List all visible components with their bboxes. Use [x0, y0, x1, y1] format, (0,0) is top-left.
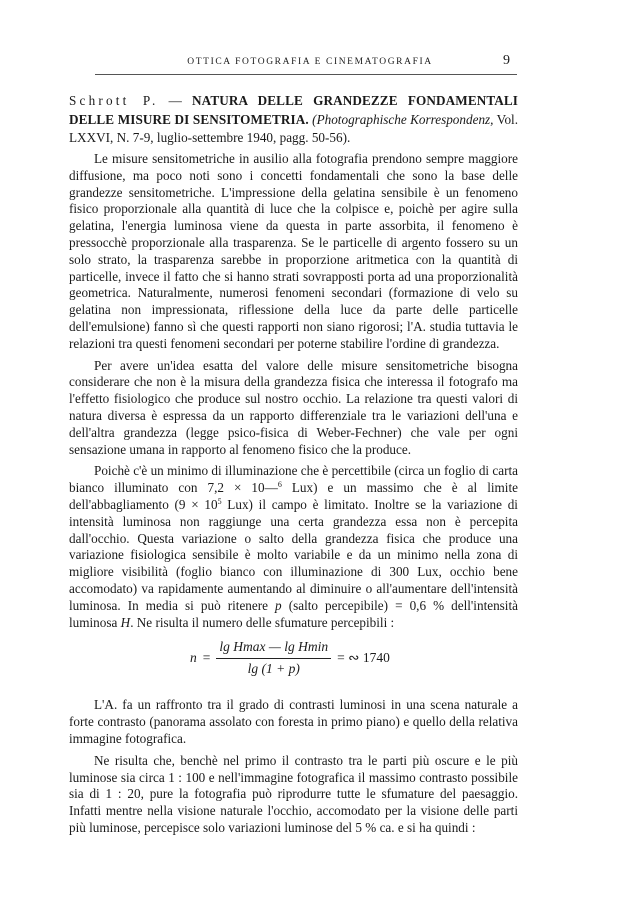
paragraph-5: Ne risulta che, benchè nel primo il contrasto tra le parti più oscure e le più luminose sia circa 1 : 100 e nell'immagine fotografica il massimo contrasto possibile sia di 1 : 20, pure la fotografia può riprodurre tutte le sfumature del paesaggio. Infatti mentre nella visione naturale l'occhio, accomodato per la visione delle parti più luminose, percepisce solo variazioni luminose del 5 % ca. e si ha quindi :: [69, 752, 518, 835]
header-rule: [95, 74, 517, 75]
article-heading: [69, 92, 518, 148]
equation-lhs: n: [190, 650, 197, 666]
paragraph-3: Poichè c'è un minimo di illuminazione che è percettibile (circa un foglio di carta bianco illuminato con 7,2 × 10—$^6$ Lux) e un massimo che è al limite dell'abbagliamento ($9 \times 10^5$ Lux) il campo è limitato. Inoltre se la variazione di intensità luminosa non raggiunge una certa grandezza essa non è percepita dall'occhio. Questa variazione o salto della grandezza fisica che produce una variazione fisiologica sensibile è molto variabile e da un minimo nella zona di migliore visibilità (foglio bianco con illuminazione di 300 Lux, occhio bene accomodato) va rapidamente aumentando al diminuire o all'aumentare dell'intensità luminosa. In media si può ritenere p (salto percepibile) = 0,6 % dell'intensità luminosa H. Ne risulta il numero delle sfumature percepibili :: [69, 463, 518, 630]
equation-block: [69, 631, 518, 697]
article-body: [69, 151, 518, 837]
approx-sign: = ∾: [337, 650, 363, 666]
paragraph-1: Le misure sensitometriche in ausilio alla fotografia prendono sempre maggiore diffusione, ma poco noti sono i concetti fondamentali che sono la base delle grandezze sensitometriche. L'impressione della gelatina sensibile è un fenomeno fisico proporzionale alla quantità di luce che la colpisce e, poichè per agire sulla gelatina, l'energia luminosa viene da questa in parte assorbita, il fenomeno è pressocchè proporzionale alla trasparenza. Se le particelle di argento fossero su un solo strato, la trasparenza sarebbe in proporzione aritmetica con la quantità di particelle, invece il fatto che si hanno strati sovrapposti porta ad una proporzionalità geometrica. Naturalmente, numerosi fenomeni secondari (formazione di velo su gelatina non impressionata, riflessione della luce da parte delle particelle dell'emulsione) fanno sì che questi rapporti non siano rigorosi; l'A. studia tuttavia le relazioni tra questi fenomeni secondari per poterne stabilire l'ordine di grandezza.: [69, 151, 518, 351]
equation: [190, 639, 390, 678]
heading-dash: —: [158, 93, 193, 108]
article-title: NATURA DELLE GRANDEZZE FONDAMENTALI DELLE MISURE DI SENSITOMETRIA.: [69, 93, 518, 127]
exponent: 5: [217, 496, 222, 506]
article-author: Schrott P.: [69, 93, 159, 108]
equation-result: 1740: [362, 650, 390, 666]
paragraph-4: L'A. fa un raffronto tra il grado di contrasti luminosi in una scena naturale a forte contrasto (panorama assolato con foresta in primo piano) e quello della relativa immagine fotografica.: [69, 697, 518, 746]
variable-H: H: [120, 614, 131, 630]
running-header: OTTICA FOTOGRAFIA E CINEMATOGRAFIA: [187, 57, 433, 67]
fraction-numerator: lg Hmax — lg Hmin: [216, 639, 331, 659]
article-citation: Vol. LXXVI, N. 7-9, luglio-settembre 1940, pagg. 50-56).: [69, 111, 519, 146]
page-number: 9: [503, 53, 510, 68]
equals-sign: =: [202, 650, 211, 666]
exponent: 6: [277, 480, 282, 490]
fraction-denominator: lg (1 + p): [247, 661, 300, 677]
equation-fraction: [216, 639, 331, 678]
paragraph-2: Per avere un'idea esatta del valore delle misure sensitometriche bisogna considerare che non è la misura della grandezza fisica che interessa il fotografo ma l'effetto fisiologico che produce sul nostro occhio. La relazione tra questi valori di natura diversa è espressa da un rapporto differenziale tra le variazioni dell'una e dell'altra grandezza (legge psico-fisica di Weber-Fechner) che vale per ogni sensazione umana in rapporto al fenomeno fisico che la produce.: [69, 357, 518, 457]
variable-p: p: [275, 597, 282, 613]
journal-name: (Photographische Korrespondenz,: [312, 111, 494, 127]
